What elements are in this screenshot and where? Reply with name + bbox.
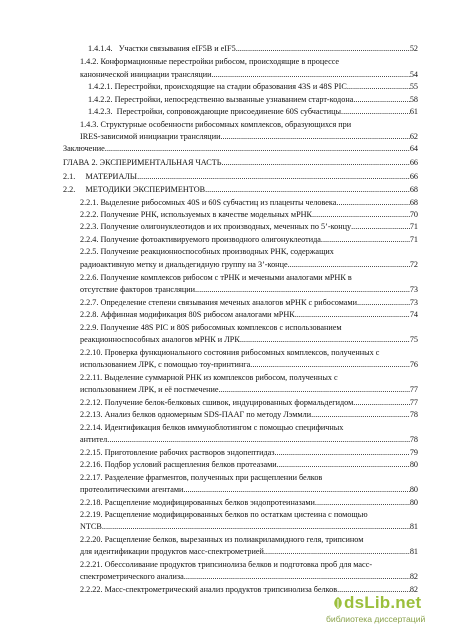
- toc-entry[interactable]: [80, 285, 418, 295]
- toc-entry[interactable]: [80, 448, 418, 458]
- toc-entry-title: Заключение: [63, 144, 105, 153]
- toc-entry-title: 2.2.3. Получение олигонуклеотидов и их производных, меченных по 5’-концу: [80, 222, 352, 231]
- toc-entry[interactable]: [80, 348, 418, 358]
- toc-entry-title: 1.4.2.1. Перестройки, происходящие на стадии образования 43S и 48S PIC: [88, 82, 347, 91]
- toc-entry[interactable]: [80, 560, 418, 570]
- toc-leader-dots: [341, 107, 410, 117]
- toc-entry[interactable]: [88, 44, 418, 54]
- toc-entry[interactable]: [80, 210, 418, 220]
- toc-page-number: 80: [409, 485, 418, 494]
- toc-entry-title: 2.2.10. Проверка функционального состояния рибосомных комплексов, полученных с: [80, 348, 380, 357]
- toc-entry-title: 2.2.5. Получение реакционноспособных производных РНК, содержащих: [80, 247, 334, 256]
- toc-page-number: 73: [409, 285, 418, 294]
- toc-page-number: 79: [409, 448, 418, 457]
- toc-entry-title: 2.2.14. Идентификация белков иммуноблотингом с помощью специфичных: [80, 423, 344, 432]
- toc-leader-dots: [240, 335, 410, 345]
- toc-page-number: 54: [409, 70, 418, 79]
- toc-page-number: 82: [409, 572, 418, 581]
- toc-entry[interactable]: [63, 172, 418, 182]
- toc-page-number: 66: [409, 158, 418, 167]
- toc-page-number: 81: [409, 522, 418, 531]
- toc-leader-dots: [102, 522, 410, 532]
- toc-page-number: 77: [409, 398, 418, 407]
- toc-entry-title: 2.2.12. Получение белок-белковых сшивок, индуцированных формальдегидом: [80, 398, 354, 407]
- toc-entry-title: протеолитическими агентами: [80, 485, 184, 494]
- toc-entry[interactable]: [63, 158, 418, 168]
- toc-entry-title: 2.2.21. Обессоливание продуктов трипсинолиза белков и подготовка проб для масс-: [80, 560, 373, 569]
- toc-entry-title: NTCB: [80, 522, 102, 531]
- toc-leader-dots: [288, 260, 410, 270]
- logo-main-text: dsLib.net: [344, 593, 422, 612]
- toc-page-number: 62: [409, 132, 418, 141]
- toc-entry-title: 2.2.8. Аффинная модификация 80S рибосом аналогами мРНК: [80, 310, 295, 319]
- toc-entry-title: IRES-зависимой инициации трансляции: [80, 132, 221, 141]
- toc-entry[interactable]: [80, 57, 418, 67]
- toc-entry[interactable]: [80, 572, 418, 582]
- toc-page-number: 78: [409, 410, 418, 419]
- toc-entry-title: 2.2.16. Подбор условий расщепления белков протеазами: [80, 460, 277, 469]
- toc-entry[interactable]: [80, 360, 418, 370]
- toc-page-number: 61: [409, 107, 418, 116]
- toc-entry-title: 2.2.9. Получение 48S PIC и 80S рибосомных комплексов с использованием: [80, 323, 342, 332]
- toc-leader-dots: [311, 410, 410, 420]
- toc-entry-title: 1.4.2.3. Перестройки, сопровождающие присоединение 60S субчастицы: [88, 107, 342, 116]
- toc-entry[interactable]: [63, 144, 418, 154]
- toc-entry-title: 1.4.2. Конформационные перестройки рибосом, происходящие в процессе: [80, 57, 340, 66]
- toc-entry[interactable]: [80, 198, 418, 208]
- toc-entry[interactable]: [80, 385, 418, 395]
- toc-page-number: 58: [409, 95, 418, 104]
- toc-entry-title: 2.2.20. Расщепление белков, вырезанных из полиакриламидного геля, трипсином: [80, 535, 364, 544]
- toc-entry[interactable]: [80, 323, 418, 333]
- toc-page-number: 78: [409, 435, 418, 444]
- toc-leader-dots: [277, 460, 410, 470]
- toc-leader-dots: [274, 448, 409, 458]
- toc-page-number: 66: [409, 172, 418, 181]
- toc-entry-title: 2.2.19. Расщепление модифицированных белков по остаткам цистеина с помощью: [80, 510, 368, 519]
- toc-entry[interactable]: [80, 120, 418, 130]
- toc-entry-title: 2.2.11. Выделение суммарной РНК из комплексов рибосом, полученных с: [80, 373, 338, 382]
- toc-leader-dots: [353, 95, 409, 105]
- toc-page-number: 55: [409, 82, 418, 91]
- toc-page-number: 75: [409, 335, 418, 344]
- toc-entry-title: 2.2.7. Определение степени связывания меченых аналогов мРНК с рибосомами: [80, 298, 357, 307]
- toc-leader-dots: [220, 132, 409, 142]
- toc-entry-title: отсутствие факторов трансляции: [80, 285, 195, 294]
- toc-leader-dots: [221, 158, 409, 168]
- dslib-logo[interactable]: [326, 593, 446, 633]
- toc-entry-title: реакционноспособных аналогов мРНК и ЛРК: [80, 335, 240, 344]
- toc-page-number: 77: [409, 385, 418, 394]
- toc-entry-title: антител: [80, 435, 108, 444]
- toc-entry[interactable]: [80, 498, 418, 508]
- toc-leader-dots: [353, 398, 410, 408]
- toc-entry[interactable]: [80, 547, 418, 557]
- toc-entry-title: 1.4.2.2. Перестройки, непосредственно вызванные узнаванием старт-кодона: [88, 95, 354, 104]
- toc-leader-dots: [137, 172, 410, 182]
- toc-entry[interactable]: [80, 260, 418, 270]
- toc-entry[interactable]: [80, 247, 418, 257]
- toc-page-number: 80: [409, 498, 418, 507]
- toc-leader-dots: [321, 235, 410, 245]
- toc-page-number: 81: [409, 547, 418, 556]
- toc-entry[interactable]: [80, 435, 418, 445]
- toc-leader-dots: [212, 70, 410, 80]
- toc-page-number: 70: [409, 210, 418, 219]
- toc-entry-title: спектрометрического анализа: [80, 572, 184, 581]
- logo-sub-text: библиотека диссертаций: [326, 614, 426, 624]
- toc-entry[interactable]: [80, 410, 418, 420]
- toc-entry[interactable]: [80, 485, 418, 495]
- toc-entry[interactable]: [80, 535, 418, 545]
- toc-leader-dots: [250, 360, 410, 370]
- toc-page-number: 52: [409, 44, 418, 53]
- toc-entry[interactable]: [80, 235, 418, 245]
- toc-entry-title: 2.2.22. Масс-спектрометрический анализ продуктов трипсинолиза белков: [80, 585, 338, 594]
- toc-entry-title: 2.2.6. Получение комплексов рибосом с тРНК и мечеными аналогами мРНК в: [80, 273, 352, 282]
- toc-leader-dots: [205, 185, 410, 195]
- toc-leader-dots: [347, 82, 410, 92]
- toc-entry-title: 2.2.15. Приготовление рабочих растворов эндопептидаз: [80, 448, 275, 457]
- toc-entry-title: 2.2.18. Расщепление модифицированных белков эндопротеиназами: [80, 498, 315, 507]
- toc-entry-title: канонической инициации трансляции: [80, 70, 212, 79]
- toc-entry-title: использованием ЛРК, и её постмечение: [80, 385, 219, 394]
- toc-page-number: 71: [409, 235, 418, 244]
- toc-leader-dots: [105, 144, 410, 154]
- toc-entry-title: 1.4.1.4. Участки связывания eIF5B и eIF5: [88, 44, 236, 53]
- toc-leader-dots: [338, 198, 409, 208]
- toc-leader-dots: [107, 435, 410, 445]
- toc-entry[interactable]: [80, 473, 418, 483]
- leaf-icon: [332, 596, 344, 610]
- toc-entry[interactable]: [63, 185, 418, 195]
- toc-entry-title: использованием ЛРК, с помощью тоу-принтинга: [80, 360, 251, 369]
- toc-leader-dots: [236, 44, 410, 54]
- toc-entry-title: 2.1. МАТЕРИАЛЫ: [63, 172, 138, 181]
- toc-entry-title: радиоактивную метку и диальдегидную группу на 3’-конце: [80, 260, 288, 269]
- toc-entry[interactable]: [88, 95, 418, 105]
- toc-leader-dots: [357, 298, 410, 308]
- toc-entry-title: для идентификации продуктов масс-спектрометрией: [80, 547, 264, 556]
- toc-entry[interactable]: [88, 82, 418, 92]
- toc-entry-title: 2.2.4. Получение фотоактивируемого производного олигонуклеотида: [80, 235, 321, 244]
- toc-entry-title: ГЛАВА 2. ЭКСПЕРИМЕНТАЛЬНАЯ ЧАСТЬ: [63, 158, 222, 167]
- toc-entry[interactable]: [80, 522, 418, 532]
- toc-page-number: 68: [409, 198, 418, 207]
- toc-entry-title: 2.2.1. Выделение рибосомных 40S и 60S субчастиц из плаценты человека.: [80, 198, 339, 207]
- toc-entry[interactable]: [80, 398, 418, 408]
- toc-leader-dots: [183, 485, 409, 495]
- toc-entry[interactable]: [80, 70, 418, 80]
- toc-leader-dots: [219, 385, 410, 395]
- toc-entry[interactable]: [80, 373, 418, 383]
- toc-entry[interactable]: [80, 335, 418, 345]
- toc-page-number: 64: [409, 144, 418, 153]
- toc-leader-dots: [184, 572, 410, 582]
- toc-page-number: 74: [409, 310, 418, 319]
- toc-page-number: 80: [409, 460, 418, 469]
- toc-page-number: 68: [409, 185, 418, 194]
- toc-entry[interactable]: [80, 423, 418, 433]
- toc-entry-title: 2.2. МЕТОДИКИ ЭКСПЕРИМЕНТОВ: [63, 185, 206, 194]
- toc-entry-title: 1.4.3. Структурные особенности рибосомных комплексов, образующихся при: [80, 120, 352, 129]
- toc-entry[interactable]: [80, 132, 418, 142]
- toc-leader-dots: [264, 547, 410, 557]
- toc-entry[interactable]: [80, 298, 418, 308]
- toc-page-number: 71: [409, 222, 418, 231]
- toc-page-number: 82: [409, 585, 418, 594]
- toc-leader-dots: [315, 498, 410, 508]
- toc-page-number: 73: [409, 298, 418, 307]
- toc-entry[interactable]: [80, 310, 418, 320]
- toc-entry-title: 2.2.13. Анализ белков одномерным SDS-ПААГ по методу Лэммли: [80, 410, 312, 419]
- toc-leader-dots: [195, 285, 410, 295]
- toc-entry[interactable]: [80, 510, 418, 520]
- toc-entry[interactable]: [80, 273, 418, 283]
- toc-page-number: 76: [409, 360, 418, 369]
- toc-entry[interactable]: [80, 460, 418, 470]
- toc-entry[interactable]: [80, 222, 418, 232]
- toc-leader-dots: [295, 310, 410, 320]
- toc-entry[interactable]: [88, 107, 418, 117]
- toc-leader-dots: [312, 210, 410, 220]
- toc-entry-title: 2.2.2. Получение РНК, используемых в качестве модельных мРНК: [80, 210, 312, 219]
- toc-leader-dots: [351, 222, 410, 232]
- toc-page-number: 72: [409, 260, 418, 269]
- toc-entry-title: 2.2.17. Разделение фрагментов, полученных при расщеплении белков: [80, 473, 323, 482]
